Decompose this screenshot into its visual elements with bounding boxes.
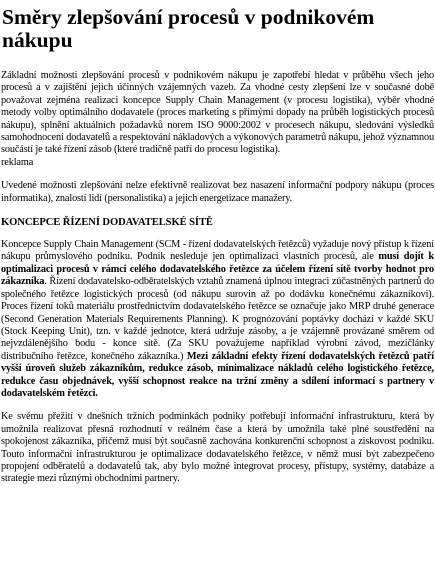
paragraph-3-part2: . Řízení dodavatelsko-odběratelských vztahů znamená úplnou integraci zúčastněných partnerů do společného řetězce logistických procesů (od nákupu surovin až po dodávku konečnému zákazníkovi). Proces řízení toků materiálu prostřednictvím dodavatelského řetězce se označuje jako MRP druhé generace (Second Generation Materials Requirements Planning). K prognózování poptávky dochází v každé SKU (Stock Keeping Unit), tzn. v každé jednotce, která udržuje zásoby, a je vzájemně provázané směrem od nejvzdálenějšího bodu - konce sítě. (Za SKU považujeme například výrobní závod, mezičlánky distribučního řetězce, konečného zákazníka.) <box>1 276 434 362</box>
section-heading: KONCEPCE ŘÍZENÍ DODAVATELSKÉ SÍTĚ <box>1 217 213 229</box>
paragraph-2: Uvedené možnosti zlepšování nelze efektivně realizovat bez nasazení informační podpory nákupu (proces informatika), znalostí lidí (personalistika) a jejich energetizace manažery. <box>1 180 434 204</box>
reklama-label: reklama <box>1 156 34 168</box>
spacer <box>1 229 435 239</box>
paragraph-3-part1: Koncepce Supply Chain Management (SCM - řízení dodavatelských řetězců) vyžaduje nový přístup k řízení nákupu průmyslového podniku. Podnik nesleduje jen optimalizaci vlastních procesů, ale <box>1 239 434 263</box>
intro-text: Základní možnosti zlepšování procesů v podnikovém nákupu je zapotřebí hledat v průběhu všech jeho procesů a v zajištění jejich účinných vzájemných vazeb. Za vhodné cesty zlepšení lze v současné době považovat zejména realizaci koncepce Supply Chain Management (v procesu logistika), výběr vhodné metody volby optimálního dodavatele (proces marketing s přímými dopady na průběh logistických procesů nákupu), splnění aktuálních požadavků norem ISO 9000:2002 v procesech nákupu, sledování výsledků samohodnocení dodavatelů a respektování nákladových a výkonových parametrů nákupu, jehož významnou součástí je také řízení zásob (které tradičně patří do procesu logistika). <box>1 70 434 156</box>
paragraph-3 <box>1 239 434 400</box>
page-title: Směry zlepšování procesů v podnikovém nákupu <box>2 5 375 52</box>
spacer <box>1 205 435 216</box>
intro-paragraph <box>1 70 434 169</box>
paragraph-3-bold2: Mezi základní efekty řízení dodavatelských řetězců patří vyšší úroveň služeb zákazníkům, redukce zásob, minimalizace nákladů celého logistického řetězce, redukce času objednávek, vyšší schopnost reakce na tržní změny a sdílení informací s partnery v dodavatelském řetězci. <box>1 350 434 399</box>
paragraph-3-bold1: musí dojít k optimalizaci procesů v rámci celého dodavatelského řetězce za účelem řízení sítě tvorby hodnot pro zákazníka <box>1 251 434 288</box>
spacer <box>1 169 435 180</box>
spacer <box>1 400 435 411</box>
paragraph-4: Ke svému přežití v dnešních tržních podmínkách podniky potřebují informační infrastrukturu, která by umožnila realizovat přesná rozhodnutí v reálném čase a která by umožnila také plné soustředění na spokojenost zákazníka, přičemž musí být současně zachována konkurenční schopnost a ziskovost podniku. Touto informační infrastrukturou je optimalizace dodavatelského řetězce, v němž musí být zabezpečeno propojení odběratelů a dodavatelů tak, aby bylo možné integrovat procesy, přístupy, systémy, databáze a strategie mezi různými obchodními partnery. <box>1 411 434 485</box>
